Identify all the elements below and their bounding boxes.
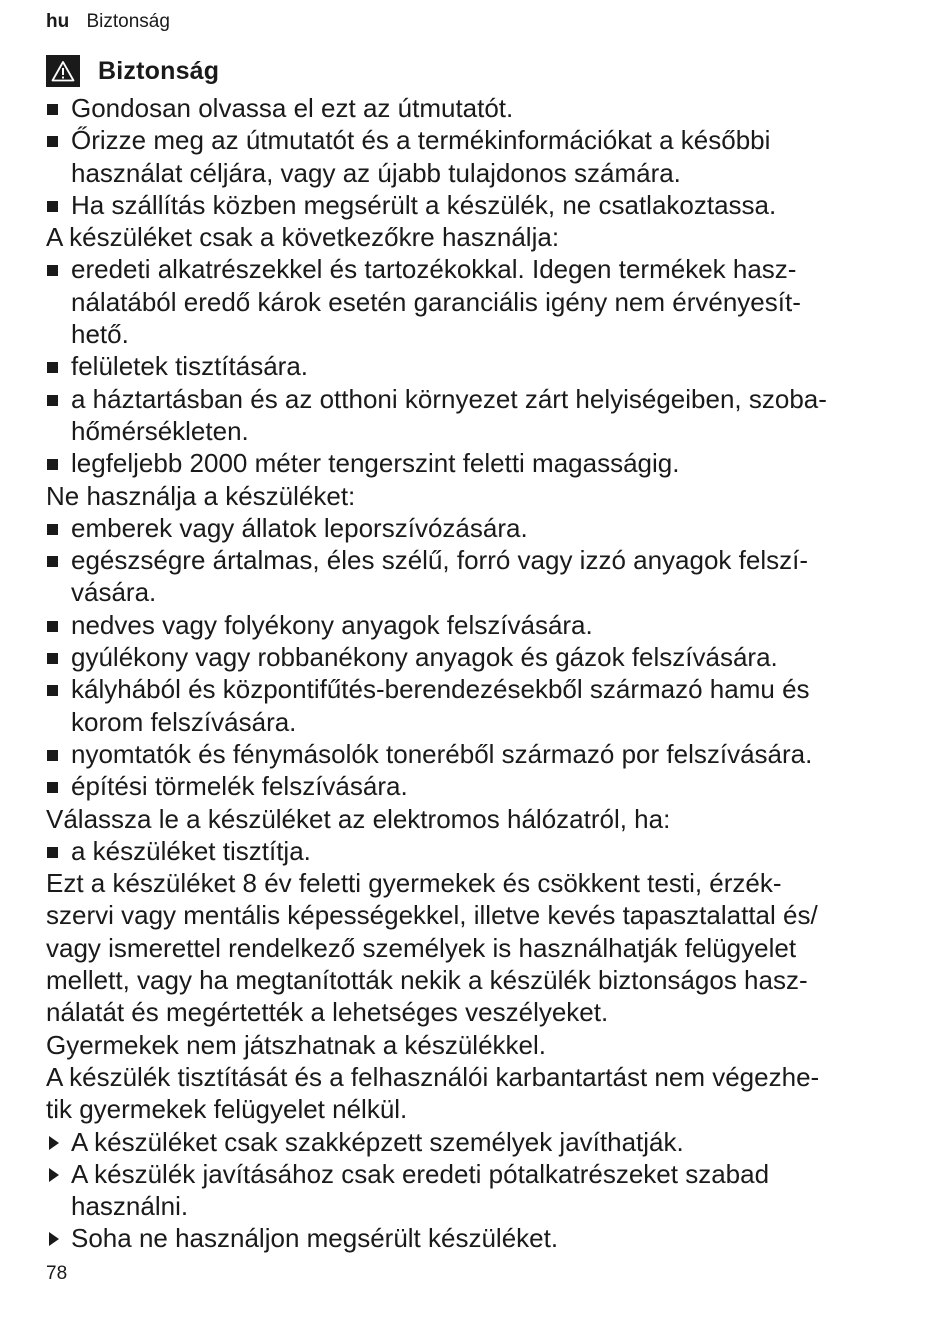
text-line: hőmérsékleten. — [71, 415, 249, 446]
text-line: építési törmelék felszívására. — [71, 771, 408, 802]
language-code: hu — [46, 11, 70, 32]
square-bullet-icon — [47, 362, 58, 373]
list-item — [46, 350, 906, 382]
text-line: korom felszívására. — [71, 706, 297, 737]
text-line: egészségre ártalmas, éles szélű, forró vagy izzó anyagok felszí- — [71, 545, 809, 576]
list-item — [46, 447, 906, 479]
section-heading — [46, 54, 219, 88]
header-section-title: Biztonság — [86, 11, 170, 32]
text-line: nálatából eredő károk esetén garanciális igény nem érvényesít- — [71, 286, 801, 317]
square-bullet-icon — [47, 136, 58, 147]
text-line: A készülék tisztítását és a felhasználói karbantartást nem végezhe- — [46, 1061, 820, 1092]
square-bullet-icon — [47, 556, 58, 567]
text-line: tik gyermekek felügyelet nélkül. — [46, 1094, 408, 1125]
text-line: nedves vagy folyékony anyagok felszívására. — [71, 609, 593, 640]
text-line: A készüléket csak szakképzett személyek javíthatják. — [71, 1126, 684, 1157]
text-line: a háztartásban és az otthoni környezet zárt helyiségeiben, szoba- — [71, 383, 827, 414]
text-line: a készüléket tisztítja. — [71, 835, 311, 866]
text-line: Ha szállítás közben megsérült a készülék, ne csatlakoztassa. — [71, 189, 777, 220]
text-line: szervi vagy mentális képességekkel, illetve kevés tapasztalattal és/ — [46, 900, 818, 931]
text-line: Gondosan olvassa el ezt az útmutatót. — [71, 93, 514, 123]
paragraph — [46, 1029, 906, 1061]
arrow-bullet-icon — [49, 1232, 59, 1246]
list-item — [46, 92, 906, 124]
paragraph — [46, 867, 906, 1028]
list-item — [46, 770, 906, 802]
text-line: eredeti alkatrészekkel és tartozékokkal. Idegen termékek hasz- — [71, 254, 797, 285]
arrow-bullet-icon — [49, 1168, 59, 1182]
running-header — [46, 10, 170, 34]
page-title: Biztonság — [98, 56, 220, 85]
text-line: emberek vagy állatok leporszívózására. — [71, 512, 528, 543]
text-line: felületek tisztítására. — [71, 351, 308, 382]
page-number: 78 — [46, 1263, 68, 1284]
text-line: nyomtatók és fénymásolók toneréből származó por felszívására. — [71, 738, 813, 769]
text-line: Soha ne használjon megsérült készüléket. — [71, 1223, 559, 1254]
list-item — [46, 835, 906, 867]
text-line: A készüléket csak a következőkre használja: — [46, 222, 560, 253]
text-line: A készülék javításához csak eredeti pótalkatrészeket szabad — [71, 1158, 770, 1189]
square-bullet-icon — [47, 782, 58, 793]
text-line: nálatát és megértették a lehetséges veszélyeket. — [46, 997, 609, 1028]
text-line: használat céljára, vagy az újabb tulajdonos számára. — [71, 157, 681, 188]
paragraph — [46, 221, 906, 253]
square-bullet-icon — [47, 201, 58, 212]
square-bullet-icon — [47, 621, 58, 632]
paragraph — [46, 803, 906, 835]
text-line: Válassza le a készüléket az elektromos hálózatról, ha: — [46, 803, 671, 834]
instruction-item — [46, 1126, 906, 1158]
paragraph — [46, 480, 906, 512]
text-line: gyúlékony vagy robbanékony anyagok és gázok felszívására. — [71, 642, 778, 673]
square-bullet-icon — [47, 524, 58, 535]
arrow-bullet-icon — [49, 1136, 59, 1150]
list-item — [46, 189, 906, 221]
square-bullet-icon — [47, 104, 58, 115]
square-bullet-icon — [47, 847, 58, 858]
text-line: vására. — [71, 577, 157, 608]
square-bullet-icon — [47, 265, 58, 276]
paragraph — [46, 1061, 906, 1126]
instruction-item — [46, 1222, 906, 1254]
list-item — [46, 124, 906, 189]
text-line: vagy ismerettel rendelkező személyek is használhatják felügyelet — [46, 932, 797, 963]
text-line: Ne használja a készüléket: — [46, 480, 356, 511]
text-line: mellett, vagy ha megtanították nekik a készülék biztonságos hasz- — [46, 965, 808, 996]
square-bullet-icon — [47, 685, 58, 696]
list-item — [46, 253, 906, 350]
square-bullet-icon — [47, 459, 58, 470]
text-line: hető. — [71, 319, 129, 350]
list-item — [46, 641, 906, 673]
list-item — [46, 383, 906, 448]
text-line: Ezt a készüléket 8 év feletti gyermekek és csökkent testi, érzék- — [46, 868, 782, 899]
text-line: Gyermekek nem játszhatnak a készülékkel. — [46, 1029, 546, 1060]
list-item — [46, 738, 906, 770]
text-line: kályhából és központifűtés-berendezésekből származó hamu és — [71, 674, 810, 705]
list-item — [46, 544, 906, 609]
square-bullet-icon — [47, 653, 58, 664]
text-line: legfeljebb 2000 méter tengerszint feletti magasságig. — [71, 448, 680, 479]
square-bullet-icon — [47, 750, 58, 761]
text-line: használni. — [71, 1191, 189, 1222]
list-item — [46, 609, 906, 641]
text-line: Őrizze meg az útmutatót és a termékinformációkat a későbbi — [71, 125, 771, 156]
square-bullet-icon — [47, 395, 58, 406]
list-item — [46, 673, 906, 738]
warning-triangle-icon — [46, 55, 80, 87]
safety-content — [46, 92, 906, 1255]
list-item — [46, 512, 906, 544]
instruction-item — [46, 1158, 906, 1223]
